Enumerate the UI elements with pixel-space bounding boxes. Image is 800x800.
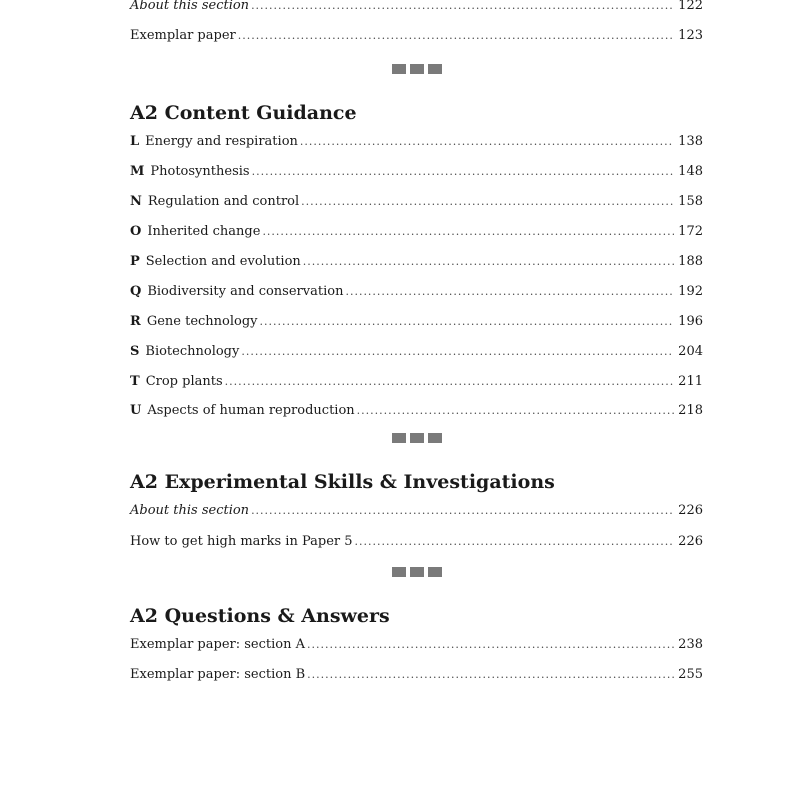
toc-entry-gene-technology[interactable]: [130, 312, 703, 332]
toc-entry-page: 172: [678, 224, 703, 239]
dot-leader: [303, 252, 674, 272]
dot-leader: [357, 401, 675, 421]
toc-entry-title: Exemplar paper: [130, 28, 236, 43]
toc-entry-page: 204: [678, 344, 703, 359]
topic-letter: N: [130, 194, 142, 209]
topic-letter: U: [130, 403, 142, 418]
toc-entry-title: Exemplar paper: section B: [130, 667, 306, 682]
toc-entry-title: About this section: [130, 0, 250, 13]
dot-leader: [307, 635, 674, 655]
toc-entry-title: Energy and respiration: [145, 134, 298, 149]
toc-entry-title: Photosynthesis: [150, 164, 250, 179]
toc-entry-about-section[interactable]: [130, 0, 703, 16]
toc-entry-page: 226: [678, 534, 703, 549]
topic-letter: Q: [130, 284, 142, 299]
toc-entry-energy-respiration[interactable]: [130, 132, 703, 152]
topic-letter: M: [130, 164, 145, 179]
dot-leader: [345, 282, 674, 302]
toc-entry-title: Biotechnology: [145, 344, 240, 359]
toc-entry-biotechnology[interactable]: [130, 342, 703, 362]
section-divider: [392, 64, 442, 74]
toc-entry-page: 226: [678, 503, 703, 518]
dot-leader: [252, 162, 675, 182]
toc-entry-title: Selection and evolution: [145, 254, 301, 269]
dot-leader: [262, 222, 674, 242]
toc-entry-page: 238: [678, 637, 703, 652]
section-heading-questions-answers: A2 Questions & Answers: [130, 605, 390, 627]
dot-leader: [260, 312, 675, 332]
dot-leader: [301, 192, 674, 212]
toc-entry-regulation-control[interactable]: [130, 192, 703, 212]
toc-entry-about-section-2[interactable]: [130, 501, 703, 521]
toc-entry-photosynthesis[interactable]: [130, 162, 703, 182]
toc-entry-page: 148: [678, 164, 703, 179]
toc-entry-inherited-change[interactable]: [130, 222, 703, 242]
toc-entry-biodiversity-conservation[interactable]: [130, 282, 703, 302]
dot-leader: [225, 372, 675, 392]
toc-entry-exemplar-paper[interactable]: [130, 26, 703, 46]
toc-entry-title: Aspects of human reproduction: [147, 403, 355, 418]
toc-entry-title: Inherited change: [147, 224, 261, 239]
toc-entry-page: 123: [678, 28, 703, 43]
toc-entry-page: 192: [678, 284, 703, 299]
topic-letter: T: [130, 374, 140, 389]
section-heading-experimental-skills: A2 Experimental Skills & Investigations: [130, 471, 555, 493]
toc-entry-title: Crop plants: [145, 374, 223, 389]
toc-entry-page: 196: [678, 314, 703, 329]
dot-leader: [238, 26, 674, 46]
topic-letter: L: [130, 134, 140, 149]
section-divider: [392, 433, 442, 443]
toc-entry-title: Gene technology: [146, 314, 258, 329]
toc-entry-page: 122: [678, 0, 703, 13]
toc-entry-page: 211: [678, 374, 703, 389]
toc-entry-page: 138: [678, 134, 703, 149]
section-heading-content-guidance: A2 Content Guidance: [130, 102, 357, 124]
toc-entry-page: 188: [678, 254, 703, 269]
toc-entry-page: 158: [678, 194, 703, 209]
toc-entry-title: About this section: [130, 503, 250, 518]
toc-entry-page: 218: [678, 403, 703, 418]
toc-entry-high-marks-paper5[interactable]: [130, 532, 703, 552]
toc-entry-title: Regulation and control: [147, 194, 300, 209]
section-divider: [392, 567, 442, 577]
dot-leader: [251, 0, 674, 16]
topic-letter: P: [130, 254, 140, 269]
topic-letter: O: [130, 224, 142, 239]
toc-entry-selection-evolution[interactable]: [130, 252, 703, 272]
toc-entry-crop-plants[interactable]: [130, 372, 703, 392]
toc-entry-exemplar-section-a[interactable]: [130, 635, 703, 655]
dot-leader: [251, 501, 674, 521]
dot-leader: [241, 342, 674, 362]
topic-letter: R: [130, 314, 141, 329]
toc-entry-page: 255: [678, 667, 703, 682]
toc-entry-title: How to get high marks in Paper 5: [130, 534, 353, 549]
dot-leader: [355, 532, 675, 552]
toc-entry-title: Biodiversity and conservation: [147, 284, 344, 299]
topic-letter: S: [130, 344, 140, 359]
toc-entry-exemplar-section-b[interactable]: [130, 665, 703, 685]
dot-leader: [300, 132, 674, 152]
toc-entry-human-reproduction[interactable]: [130, 401, 703, 421]
dot-leader: [307, 665, 674, 685]
toc-entry-title: Exemplar paper: section A: [130, 637, 305, 652]
